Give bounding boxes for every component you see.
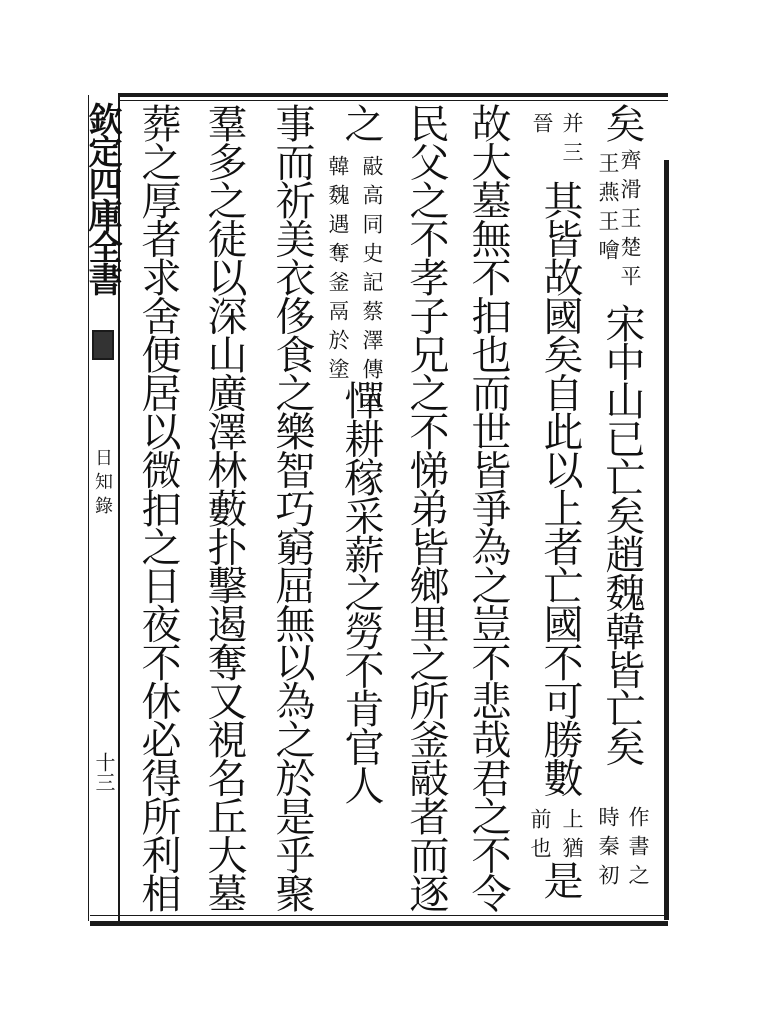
text-column-2-end: 是 <box>537 860 583 899</box>
chapter-title: 日知錄 <box>92 448 113 520</box>
note-column-1a: 齊滑王楚平 <box>618 149 642 294</box>
note-column-1b: 王燕王噲 <box>596 152 620 268</box>
text-column-4: 民父之不孝子兄之不悌弟皆鄉里之所釜䰙者而逐 <box>403 103 449 912</box>
text-column-1-main: 宋中山已亡矣趙魏韓皆亡矣 <box>599 303 645 765</box>
book-title: 欽定四庫全書 <box>82 102 122 294</box>
note-column-2d: 前也 <box>528 808 552 866</box>
note-column-1d: 時秦初 <box>596 806 620 893</box>
note-column-5b: 韓魏遇奪釜鬲於塗 <box>326 155 350 387</box>
text-column-3: 故大墓無不抇也而世皆爭為之豈不悲哉君之不令 <box>465 103 511 912</box>
note-column-2c: 上猶 <box>560 808 584 866</box>
text-column-5-bottom: 憚耕稼采薪之勞不肯官人 <box>338 380 384 804</box>
bottom-border-inner-line <box>90 915 668 916</box>
note-column-2a: 并三 <box>560 112 584 170</box>
note-column-5a: 䰙高同史記蔡澤傳入 <box>360 155 384 416</box>
text-column-1-top: 矣 <box>599 103 645 142</box>
text-column-2-main: 其皆故國矣自此以上者亡國不可勝數 <box>537 180 583 796</box>
text-column-5-top: 之 <box>338 103 384 142</box>
top-border-inner-line <box>118 100 668 101</box>
right-border-line <box>664 160 669 920</box>
page-number: 十三 <box>92 752 116 792</box>
fishtail-mark-icon <box>92 330 114 360</box>
note-column-2b: 晉 <box>530 112 554 141</box>
text-column-7: 羣多之徒以深山廣澤林藪扑擊遏奪又視名丘大墓 <box>201 103 247 912</box>
bottom-border-line <box>90 921 668 926</box>
note-column-1c: 作書之 <box>626 806 650 893</box>
top-border-line <box>118 93 668 97</box>
text-column-6: 事而祈美衣侈食之樂智巧窮屈無以為之於是乎聚 <box>269 103 315 912</box>
text-column-8: 葬之厚者求舍便居以微抇之日夜不休必得所利相 <box>135 103 181 912</box>
